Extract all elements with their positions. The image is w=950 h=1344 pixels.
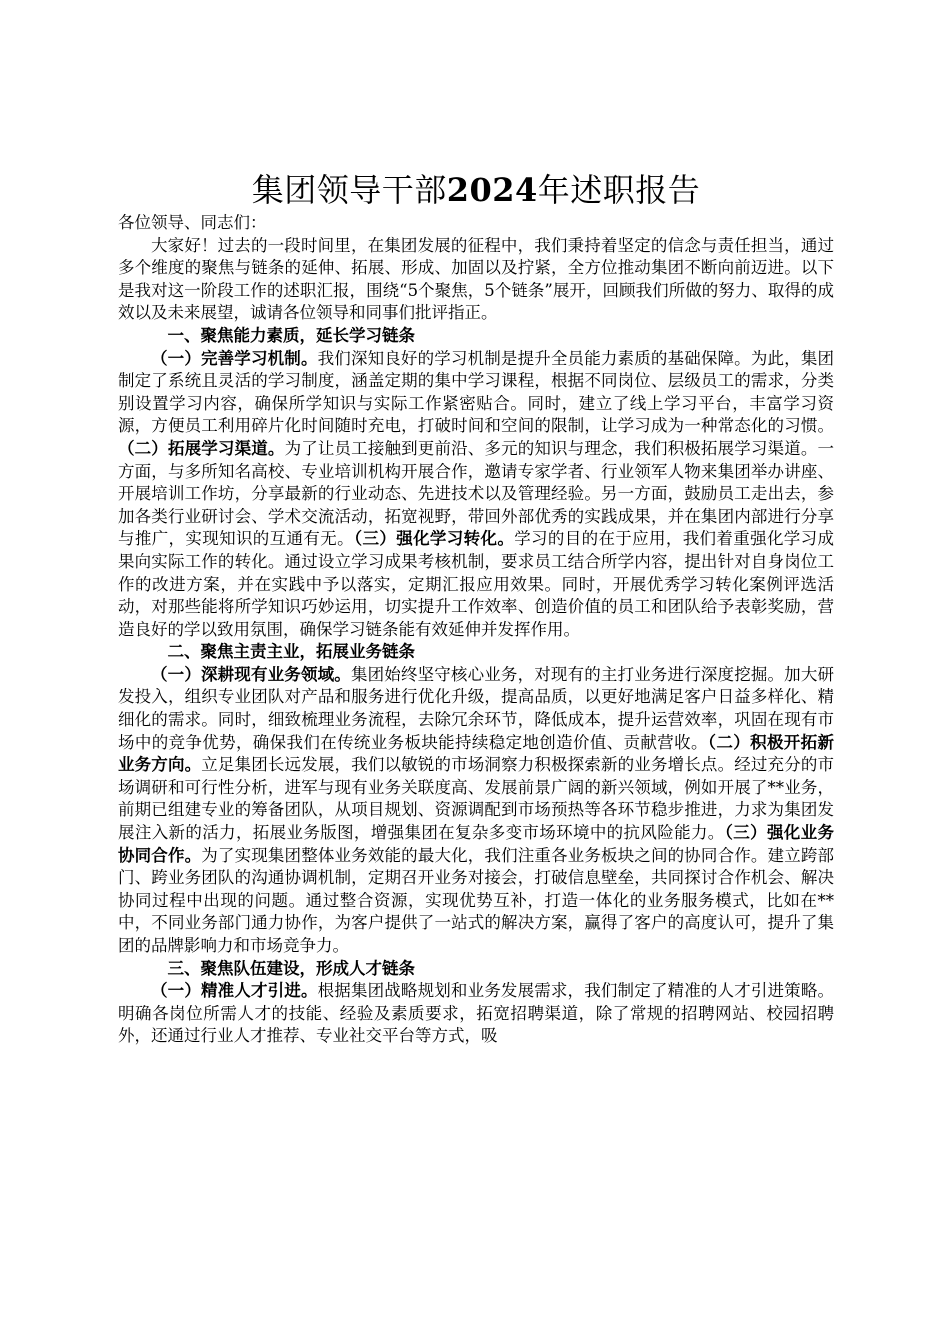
section-2-3-title: （三）强化业务协同合作。 <box>118 823 835 865</box>
section-1-3-title: （三）强化学习转化。 <box>353 529 515 549</box>
section-2-2-text: 立足集团长远发展，我们以敏锐的市场洞察力积极探索新的业务增长点。经过充分的市场调研和可行性分析，进军与现有业务关联度高、发展前景广阔的新兴领域，例如开展了**业务，前期已组建专业的筹备团队，从项目规划、资源调配到市场预热等各环节稳步推进，力求为集团发展注入新的活力，拓展业务版图，增强集团在复杂多变市场环境中的抗风险能力。 <box>118 755 835 843</box>
section-2-body <box>118 664 834 958</box>
section-1-1-title: （一）完善学习机制。 <box>151 348 318 368</box>
section-3-1-text: 根据集团战略规划和业务发展需求，我们制定了精准的人才引进策略。明确各岗位所需人才的技能、经验及素质要求，拓宽招聘渠道，除了常规的招聘网站、校园招聘外，还通过行业人才推荐、专业社交平台等方式，吸 <box>118 981 835 1046</box>
section-1-heading: 一、聚焦能力素质，延长学习链条 <box>167 325 415 345</box>
section-3-1-title: （一）精准人才引进。 <box>151 981 318 1001</box>
title-suffix: 年述职报告 <box>537 171 701 209</box>
document-page <box>118 170 834 1048</box>
section-3-heading: 三、聚焦队伍建设，形成人才链条 <box>167 958 415 978</box>
section-2-1-text: 集团始终坚守核心业务，对现有的主打业务进行深度挖掘。加大研发投入，组织专业团队对产品和服务进行优化升级，提高品质，以更好地满足客户日益多样化、精细化的需求。同时，细致梳理业务流程，去除冗余环节，降低成本，提升运营效率，巩固在现有市场中的竞争优势，确保我们在传统业务板块能持续稳定地创造价值、贡献营收。 <box>118 664 835 752</box>
section-1-1-text: 我们深知良好的学习机制是提升全员能力素质的基础保障。为此，集团制定了系统且灵活的学习制度，涵盖定期的集中学习课程，根据不同岗位、层级员工的需求，分类别设置学习内容，确保所学知识与实际工作紧密贴合。同时，建立了线上学习平台，丰富学习资源，方便员工利用碎片化时间随时充电，打破时间和空间的限制，让学习成为一种常态化的习惯。 <box>118 348 835 436</box>
title-prefix: 集团领导干部 <box>251 171 447 209</box>
salutation: 各位领导、同志们： <box>118 213 267 232</box>
document-title <box>118 170 834 210</box>
section-2-heading: 二、聚焦主责主业，拓展业务链条 <box>167 642 415 662</box>
intro-paragraph: 大家好！过去的一段时间里，在集团发展的征程中，我们秉持着坚定的信念与责任担当，通过多个维度的聚焦与链条的延伸、拓展、形成、加固以及拧紧，全方位推动集团不断向前迈进。以下是我对这一阶段工作的述职汇报，围绕“5个聚焦，5个链条”展开，回顾我们所做的努力、取得的成效以及未来展望，诚请各位领导和同事们批评指正。 <box>118 235 834 323</box>
section-2-3-text: 为了实现集团整体业务效能的最大化，我们注重各业务板块之间的协同合作。建立跨部门、跨业务团队的沟通协调机制，定期召开业务对接会，打破信息壁垒，共同探讨合作机会、解决协同过程中出现的问题。通过整合资源，实现优势互补，打造一体化的业务服务模式，比如在**中，不同业务部门通力协作，为客户提供了一站式的解决方案，赢得了客户的高度认可，提升了集团的品牌影响力和市场竞争力。 <box>118 845 835 955</box>
section-2-1-title: （一）深耕现有业务领域。 <box>151 664 351 684</box>
section-1-3-text: 学习的目的在于应用，我们着重强化学习成果向实际工作的转化。通过设立学习成果考核机制，要求员工结合所学内容，提出针对自身岗位工作的改进方案，并在实践中予以落实，定期汇报应用效果。同时，开展优秀学习转化案例评选活动，对那些能将所学知识巧妙运用，切实提升工作效率、创造价值的员工和团队给予表彰奖励，营造良好的学以致用氛围，确保学习链条能有效延伸并发挥作用。 <box>118 529 835 639</box>
section-2-2-title: （二）积极开拓新业务方向。 <box>118 732 835 775</box>
section-1-body <box>118 348 834 642</box>
section-1-2-title: （二）拓展学习渠道。 <box>118 438 285 458</box>
section-3-body <box>118 980 834 1048</box>
section-1-2-text: 为了让员工接触到更前沿、多元的知识与理念，我们积极拓展学习渠道。一方面，与多所知名高校、专业培训机构开展合作，邀请专家学者、行业领军人物来集团举办讲座、开展培训工作坊，分享最新的行业动态、先进技术以及管理经验。另一方面，鼓励员工走出去，参加各类行业研讨会、学术交流活动，拓宽视野，带回外部优秀的实践成果，并在集团内部进行分享与推广，实现知识的互通有无。 <box>118 438 835 549</box>
title-year: 2024 <box>446 171 538 209</box>
